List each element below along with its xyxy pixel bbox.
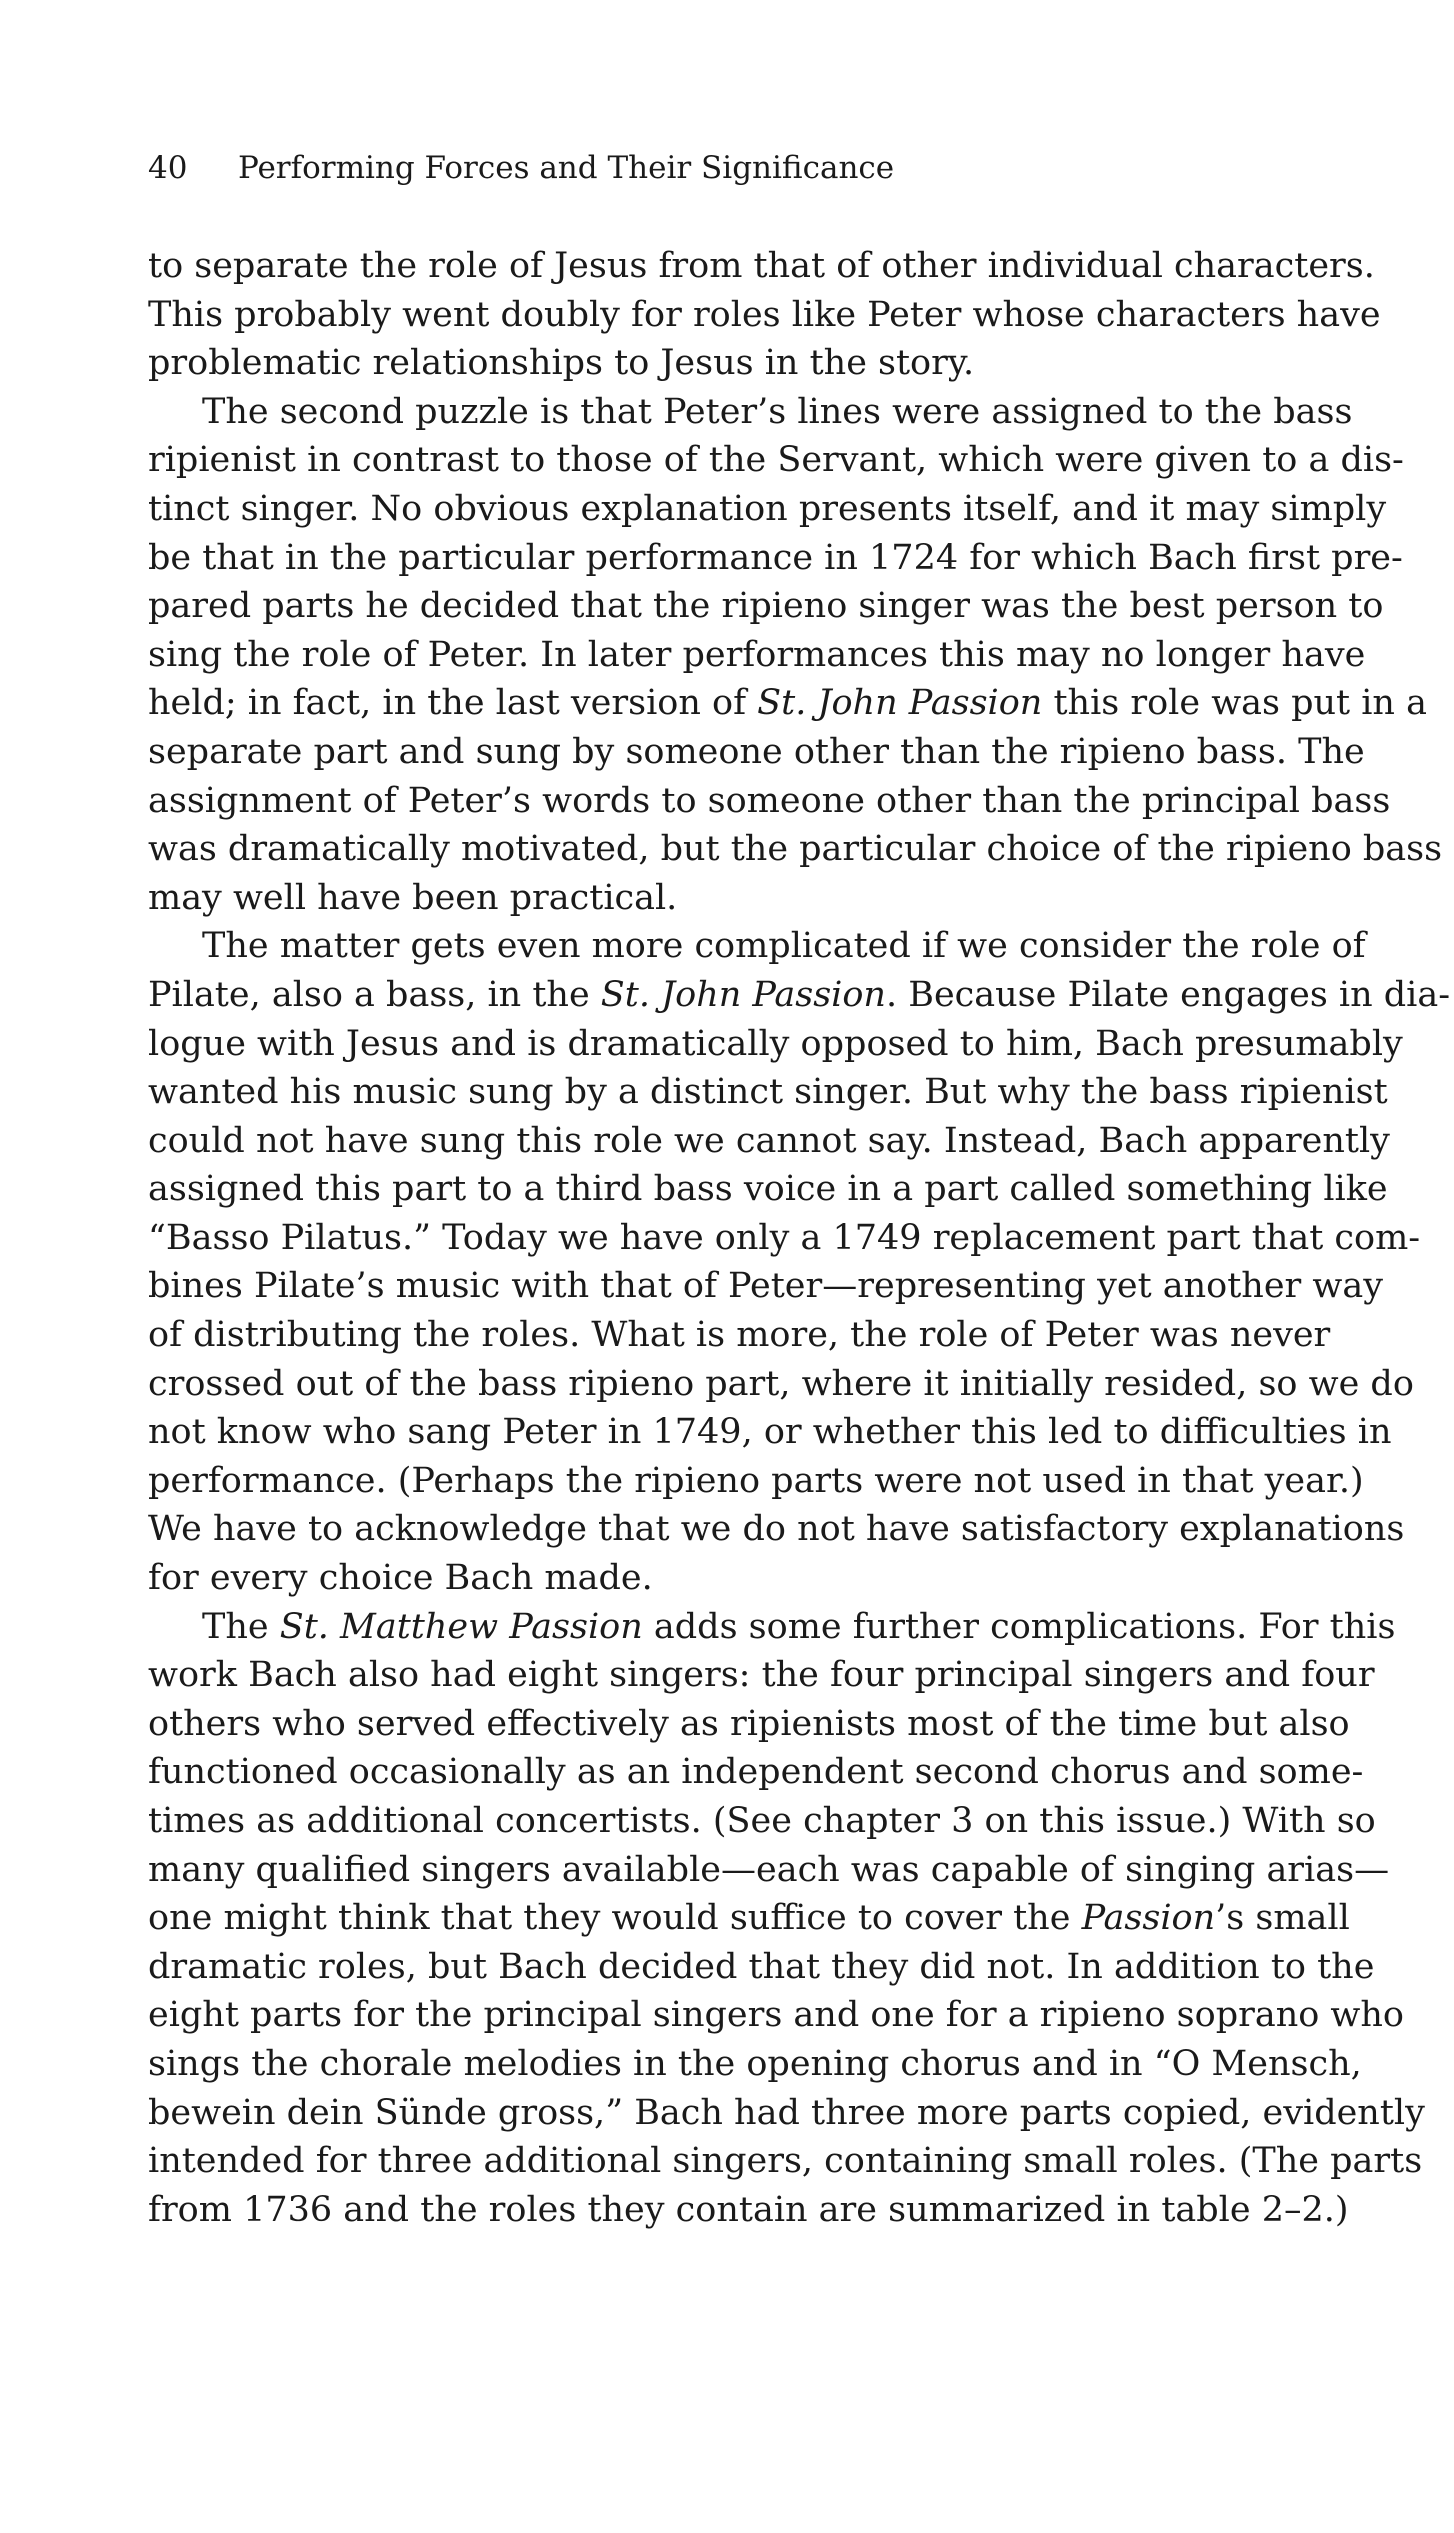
text-line [148, 1894, 1350, 1943]
text-line: wanted his music sung by a distinct singer. But why the bass ripienist [148, 1072, 1388, 1113]
text-line: This probably went doubly for roles like Peter whose characters have [148, 294, 1381, 335]
text-line: “Basso Pilatus.” Today we have only a 1749 replacement part that com- [148, 1217, 1421, 1258]
text-line: work Bach also had eight singers: the four principal singers and four [148, 1655, 1375, 1696]
text-line: from 1736 and the roles they contain are summarized in table 2–2.) [148, 2189, 1349, 2230]
text-line: assigned this part to a third bass voice in a part called something like [148, 1169, 1388, 1210]
body-text [148, 242, 1451, 2234]
text-line: others who served effectively as ripienists most of the time but also [148, 1703, 1350, 1744]
text-run: one might think that they would suffice to cover the [148, 1898, 1082, 1939]
text-line [148, 971, 1451, 1020]
italic-title: St. John Passion [757, 683, 1043, 724]
text-line: performance. (Perhaps the ripieno parts were not used in that year.) [148, 1460, 1364, 1501]
text-line: problematic relationships to Jesus in the story. [148, 343, 975, 384]
italic-title: St. Matthew Passion [279, 1606, 643, 1647]
text-line: times as additional concertists. (See chapter 3 on this issue.) With so [148, 1801, 1376, 1841]
running-header [148, 148, 1298, 188]
text-line: tinct singer. No obvious explanation presents itself, and it may simply [148, 488, 1387, 529]
text-line: sings the chorale melodies in the opening chorus and in “O Mensch, [148, 2043, 1362, 2084]
italic-title: St. John Passion [600, 974, 886, 1015]
text-line: eight parts for the principal singers and one for a ripieno soprano who [148, 1995, 1405, 2036]
text-line: was dramatically motivated, but the particular choice of the ripieno bass [148, 829, 1443, 870]
text-line: of distributing the roles. What is more, the role of Peter was never [148, 1315, 1331, 1356]
text-line: could not have sung this role we cannot say. Instead, Bach apparently [148, 1120, 1390, 1161]
text-line: The second puzzle is that Peter’s lines were assigned to the bass [202, 391, 1353, 432]
text-line: The matter gets even more complicated if we consider the role of [202, 926, 1366, 967]
text-line: pared parts he decided that the ripieno singer was the best person to [148, 586, 1384, 627]
text-line: for every choice Bach made. [148, 1558, 653, 1599]
text-line: intended for three additional singers, containing small roles. (The parts [148, 2141, 1423, 2182]
text-line: dramatic roles, but Bach decided that they did not. In addition to the [148, 1946, 1375, 1987]
text-run: ’s small [1215, 1898, 1350, 1939]
text-line: ripienist in contrast to those of the Servant, which were given to a dis- [148, 440, 1404, 481]
text-run: this role was put in a [1042, 683, 1427, 724]
text-line: assignment of Peter’s words to someone other than the principal bass [148, 780, 1391, 821]
text-run: held; in fact, in the last version of [148, 683, 758, 724]
text-line: not know who sang Peter in 1749, or whether this led to difficulties in [148, 1412, 1392, 1453]
italic-title: Passion [1081, 1898, 1216, 1939]
text-run: . Because Pilate engages in dia- [885, 974, 1451, 1015]
running-title: Performing Forces and Their Significance [238, 150, 895, 186]
text-line: crossed out of the bass ripieno part, where it initially resided, so we do [148, 1363, 1414, 1404]
text-line: bewein dein Sünde gross,” Bach had three more parts copied, evidently [148, 2092, 1425, 2133]
text-line: logue with Jesus and is dramatically opposed to him, Bach presumably [148, 1023, 1403, 1064]
text-line: functioned occasionally as an independent second chorus and some- [148, 1752, 1364, 1793]
page-number: 40 [148, 150, 188, 186]
text-run: adds some further complications. For this [642, 1606, 1396, 1647]
text-line: many qualified singers available—each was capable of singing arias— [148, 1849, 1390, 1890]
text-line: We have to acknowledge that we do not have satisfactory explanations [148, 1509, 1405, 1550]
text-line: be that in the particular performance in 1724 for which Bach first pre- [148, 537, 1403, 578]
text-line [148, 679, 1427, 728]
text-line: sing the role of Peter. In later performances this may no longer have [148, 634, 1366, 675]
text-line: may well have been practical. [148, 877, 678, 918]
text-line: to separate the role of Jesus from that of other individual characters. [148, 246, 1375, 286]
text-line: bines Pilate’s music with that of Peter—representing yet another way [148, 1266, 1384, 1307]
text-run: Pilate, also a bass, in the [148, 974, 601, 1015]
text-line [148, 1603, 1396, 1652]
text-line: separate part and sung by someone other than the ripieno bass. The [148, 731, 1365, 772]
text-run: The [202, 1606, 280, 1647]
